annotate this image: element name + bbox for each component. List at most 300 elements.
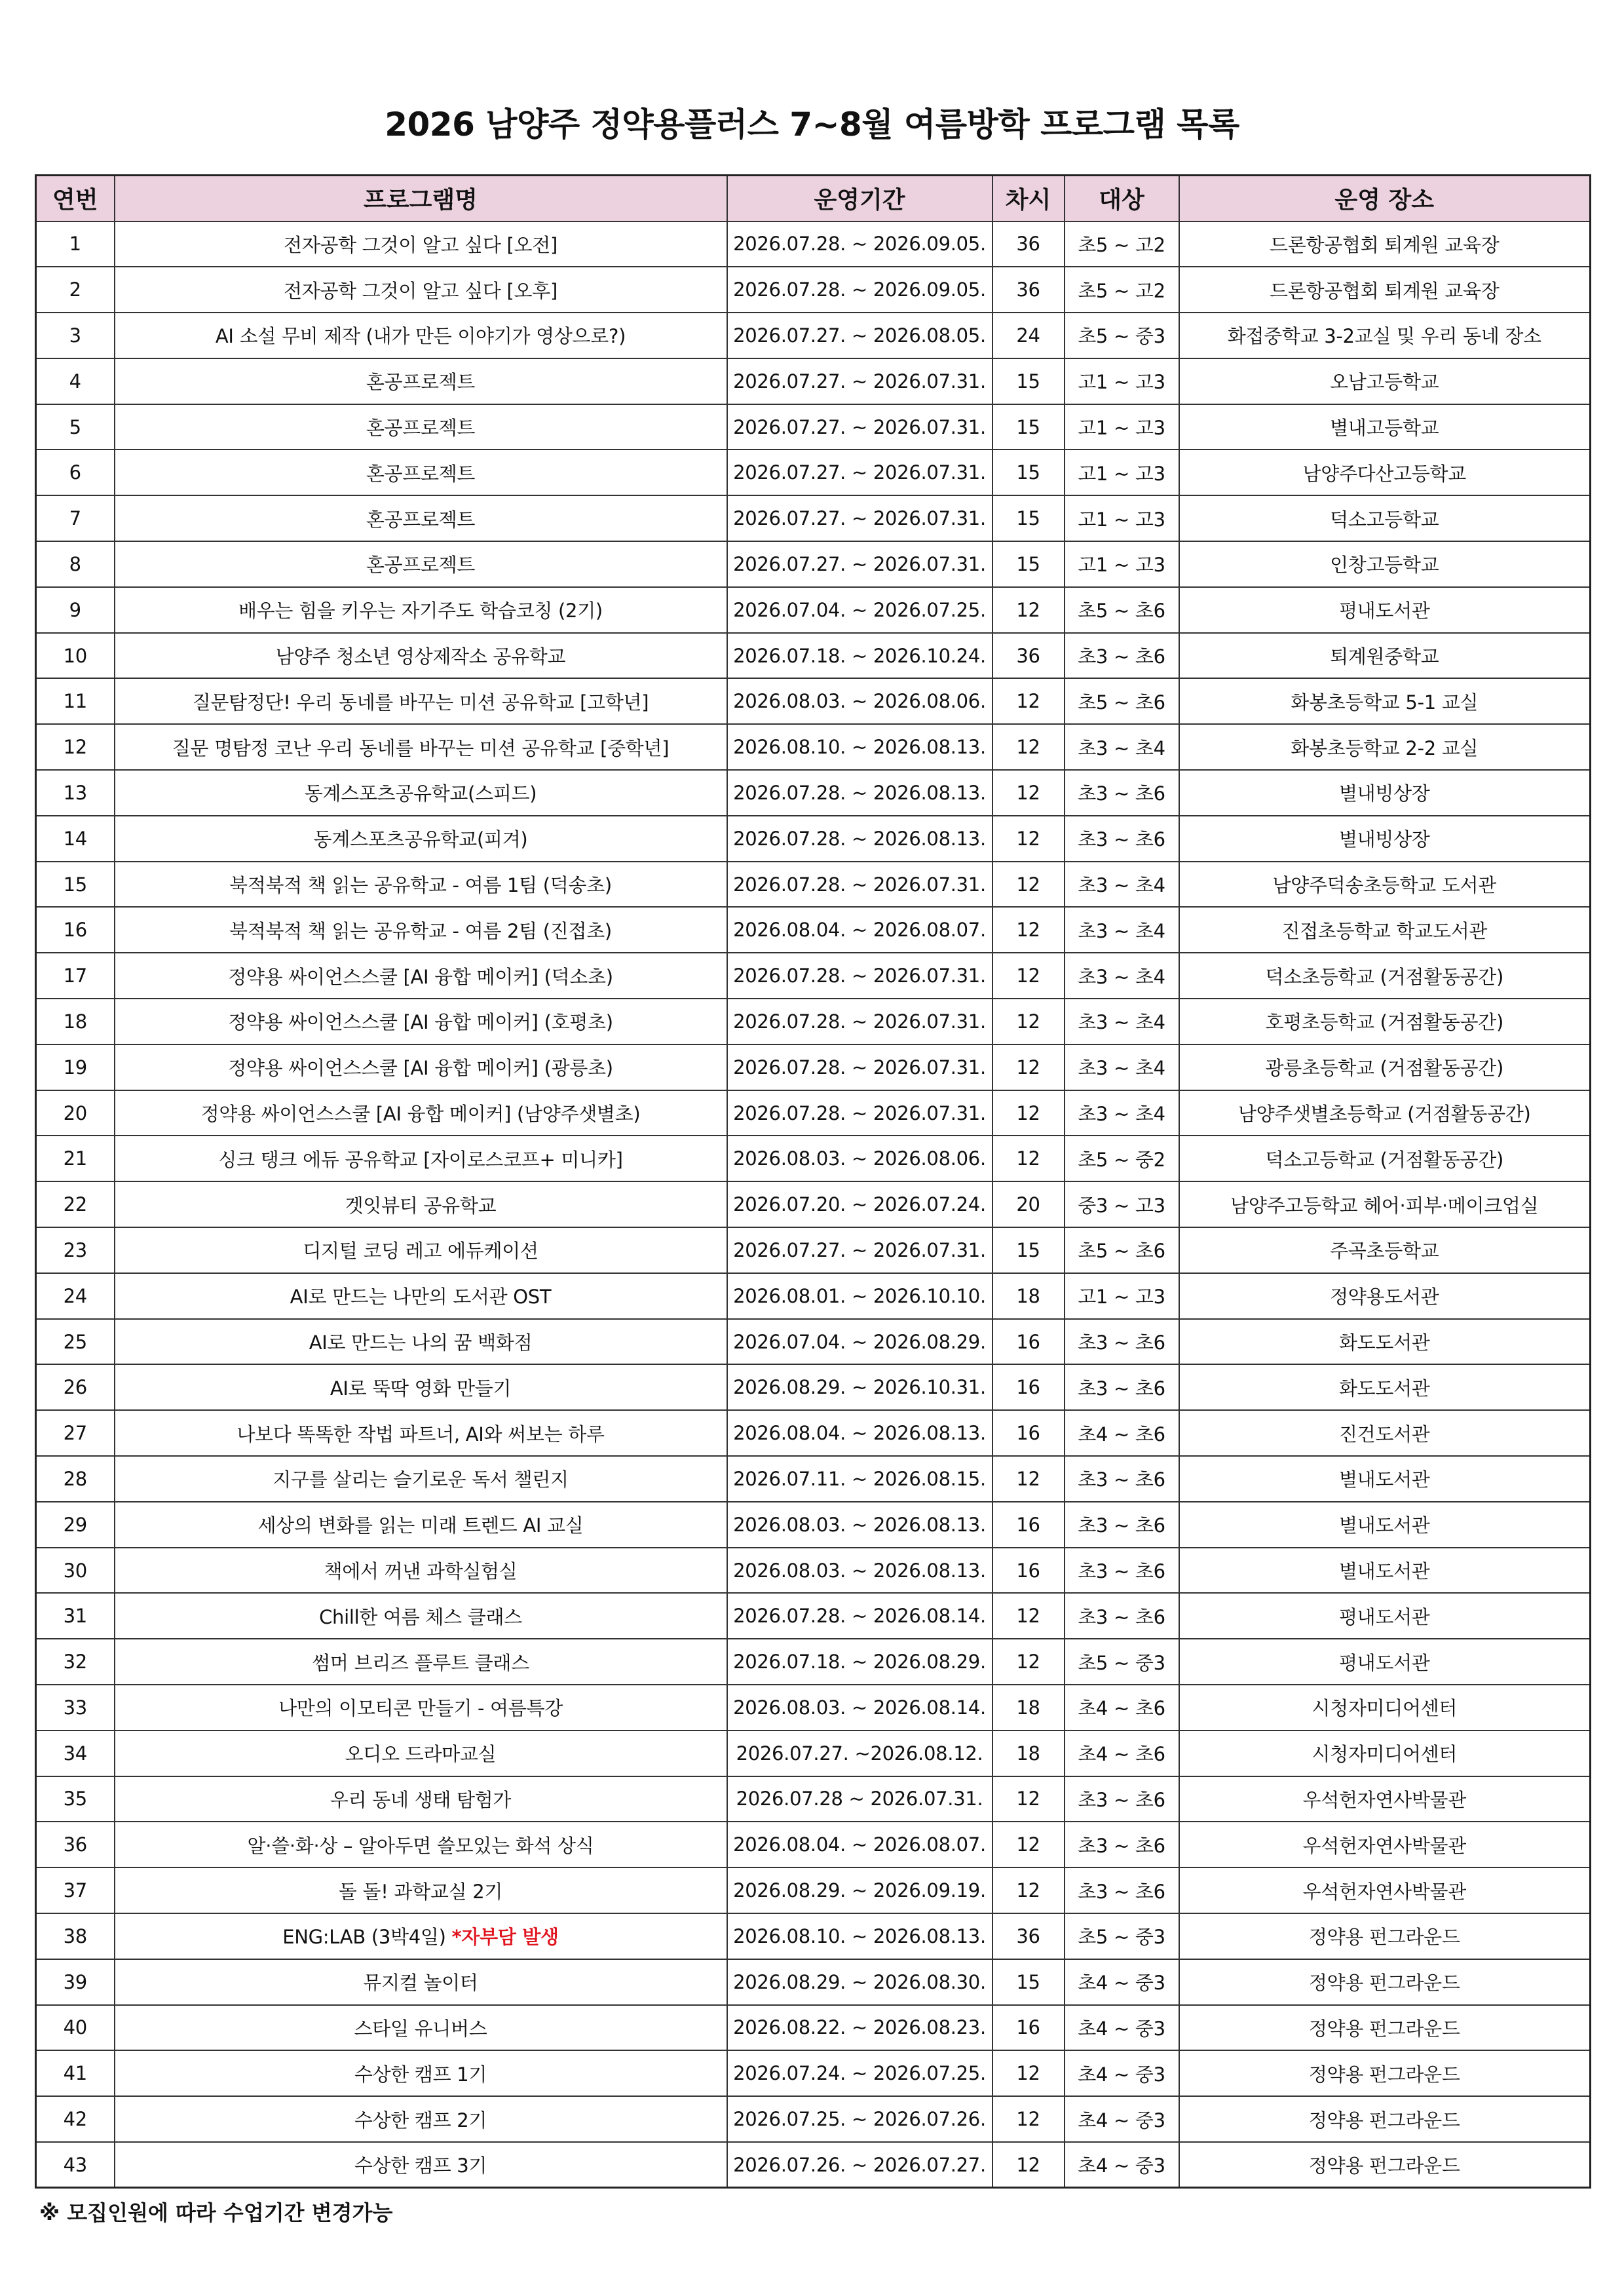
cell-period: 2026.07.20. ~ 2026.07.24. (727, 1181, 992, 1227)
cell-sessions: 15 (992, 450, 1065, 495)
cell-no: 13 (36, 770, 115, 816)
cell-venue: 별내빙상장 (1179, 770, 1591, 816)
cell-period: 2026.08.04. ~ 2026.08.13. (727, 1410, 992, 1456)
cell-venue: 화도도서관 (1179, 1364, 1591, 1410)
cell-venue: 정약용 펀그라운드 (1179, 2142, 1591, 2188)
cell-period: 2026.07.28. ~ 2026.08.13. (727, 770, 992, 816)
footnote: ※ 모집인원에 따라 수업기간 변경가능 (39, 2200, 393, 2225)
cell-period: 2026.07.28. ~ 2026.08.13. (727, 816, 992, 862)
cell-sessions: 12 (992, 770, 1065, 816)
cell-no: 40 (36, 2005, 115, 2051)
cell-venue: 정약용 펀그라운드 (1179, 1959, 1591, 2005)
cell-period: 2026.08.03. ~ 2026.08.06. (727, 1136, 992, 1181)
cell-no: 41 (36, 2050, 115, 2096)
cell-period: 2026.07.28 ~ 2026.07.31. (727, 1776, 992, 1822)
header-period: 운영기간 (727, 176, 992, 221)
cell-sessions: 12 (992, 1044, 1065, 1090)
cell-sessions: 16 (992, 1502, 1065, 1548)
cell-no: 4 (36, 358, 115, 404)
cell-venue: 덕소고등학교 (1179, 495, 1591, 541)
cell-program-name: 싱크 탱크 에듀 공유학교 [자이로스코프+ 미니카] (115, 1136, 727, 1181)
cell-period: 2026.07.27. ~ 2026.07.31. (727, 404, 992, 450)
cell-program-name: 남양주 청소년 영상제작소 공유학교 (115, 633, 727, 679)
cell-venue: 시청자미디어센터 (1179, 1685, 1591, 1731)
cell-sessions: 16 (992, 1548, 1065, 1594)
table-row (36, 2005, 1591, 2051)
cell-no: 42 (36, 2096, 115, 2142)
table-row (36, 1959, 1591, 2005)
cell-sessions: 15 (992, 1959, 1065, 2005)
cell-sessions: 18 (992, 1731, 1065, 1776)
cell-target: 초4 ~ 중3 (1065, 2005, 1179, 2051)
self-payment-note: *자부담 발생 (451, 1926, 559, 1949)
table-row (36, 1364, 1591, 1410)
cell-no: 9 (36, 587, 115, 633)
cell-sessions: 15 (992, 1227, 1065, 1273)
cell-program-name: 혼공프로젝트 (115, 404, 727, 450)
table-row (36, 816, 1591, 862)
cell-sessions: 15 (992, 495, 1065, 541)
cell-venue: 남양주고등학교 헤어·피부·메이크업실 (1179, 1181, 1591, 1227)
cell-program-name (115, 1913, 727, 1959)
cell-no: 7 (36, 495, 115, 541)
cell-target: 초4 ~ 중3 (1065, 1959, 1179, 2005)
cell-target: 초3 ~ 초6 (1065, 633, 1179, 679)
cell-target: 초5 ~ 고2 (1065, 221, 1179, 267)
cell-venue: 화도도서관 (1179, 1319, 1591, 1365)
cell-target: 초3 ~ 초6 (1065, 770, 1179, 816)
cell-target: 초3 ~ 초4 (1065, 953, 1179, 999)
cell-venue: 화봉초등학교 5-1 교실 (1179, 678, 1591, 724)
cell-period: 2026.07.28. ~ 2026.09.05. (727, 267, 992, 313)
cell-period: 2026.07.27. ~ 2026.07.31. (727, 450, 992, 495)
cell-period: 2026.07.25. ~ 2026.07.26. (727, 2096, 992, 2142)
cell-no: 3 (36, 313, 115, 358)
cell-no: 43 (36, 2142, 115, 2188)
table-row (36, 2096, 1591, 2142)
table-row (36, 1822, 1591, 1867)
header-venue: 운영 장소 (1179, 176, 1591, 221)
cell-target: 고1 ~ 고3 (1065, 404, 1179, 450)
cell-venue: 우석헌자연사박물관 (1179, 1822, 1591, 1867)
cell-no: 18 (36, 999, 115, 1044)
cell-program-name: 배우는 힘을 키우는 자기주도 학습코칭 (2기) (115, 587, 727, 633)
cell-period: 2026.07.04. ~ 2026.08.29. (727, 1319, 992, 1365)
cell-venue: 우석헌자연사박물관 (1179, 1776, 1591, 1822)
cell-period: 2026.08.03. ~ 2026.08.13. (727, 1502, 992, 1548)
cell-target: 초5 ~ 중2 (1065, 1136, 1179, 1181)
cell-no: 14 (36, 816, 115, 862)
table-row (36, 1044, 1591, 1090)
cell-period: 2026.07.18. ~ 2026.10.24. (727, 633, 992, 679)
table-row (36, 1181, 1591, 1227)
table-row (36, 1502, 1591, 1548)
table-row (36, 1319, 1591, 1365)
cell-sessions: 12 (992, 1776, 1065, 1822)
cell-period: 2026.07.26. ~ 2026.07.27. (727, 2142, 992, 2188)
cell-no: 19 (36, 1044, 115, 1090)
cell-target: 초3 ~ 초6 (1065, 1548, 1179, 1594)
cell-no: 30 (36, 1548, 115, 1594)
cell-period: 2026.07.27. ~ 2026.08.05. (727, 313, 992, 358)
cell-no: 36 (36, 1822, 115, 1867)
cell-sessions: 36 (992, 221, 1065, 267)
cell-target: 고1 ~ 고3 (1065, 541, 1179, 587)
table-row (36, 221, 1591, 267)
cell-sessions: 24 (992, 313, 1065, 358)
cell-period: 2026.07.11. ~ 2026.08.15. (727, 1456, 992, 1502)
table-row (36, 1731, 1591, 1776)
cell-target: 초3 ~ 초6 (1065, 1456, 1179, 1502)
cell-program-name: 돌 돌! 과학교실 2기 (115, 1867, 727, 1913)
cell-sessions: 12 (992, 999, 1065, 1044)
cell-venue: 드론항공협회 퇴계원 교육장 (1179, 267, 1591, 313)
cell-program-name: AI로 뚝딱 영화 만들기 (115, 1364, 727, 1410)
cell-target: 초5 ~ 초6 (1065, 1227, 1179, 1273)
cell-program-name: 나보다 똑똑한 작법 파트너, AI와 써보는 하루 (115, 1410, 727, 1456)
cell-no: 31 (36, 1593, 115, 1639)
cell-period: 2026.08.22. ~ 2026.08.23. (727, 2005, 992, 2051)
cell-sessions: 12 (992, 678, 1065, 724)
cell-venue: 덕소초등학교 (거점활동공간) (1179, 953, 1591, 999)
cell-target: 초5 ~ 고2 (1065, 267, 1179, 313)
cell-no: 15 (36, 862, 115, 908)
cell-no: 27 (36, 1410, 115, 1456)
cell-sessions: 12 (992, 2050, 1065, 2096)
table-row (36, 2142, 1591, 2188)
cell-no: 16 (36, 907, 115, 953)
cell-venue: 주곡초등학교 (1179, 1227, 1591, 1273)
cell-no: 10 (36, 633, 115, 679)
cell-period: 2026.08.29. ~ 2026.10.31. (727, 1364, 992, 1410)
cell-program-name: 정약용 싸이언스스쿨 [AI 융합 메이커] (덕소초) (115, 953, 727, 999)
cell-target: 초5 ~ 초6 (1065, 678, 1179, 724)
cell-no: 34 (36, 1731, 115, 1776)
cell-no: 20 (36, 1090, 115, 1136)
cell-program-name: 디지털 코딩 레고 에듀케이션 (115, 1227, 727, 1273)
cell-period: 2026.07.28. ~ 2026.09.05. (727, 221, 992, 267)
cell-target: 초3 ~ 초6 (1065, 1867, 1179, 1913)
table-row (36, 358, 1591, 404)
cell-sessions: 36 (992, 1913, 1065, 1959)
cell-venue: 덕소고등학교 (거점활동공간) (1179, 1136, 1591, 1181)
table-row (36, 1227, 1591, 1273)
cell-sessions: 12 (992, 724, 1065, 770)
cell-venue: 평내도서관 (1179, 1593, 1591, 1639)
cell-program-name: 동계스포츠공유학교(피겨) (115, 816, 727, 862)
cell-sessions: 12 (992, 1639, 1065, 1685)
cell-program-name: 질문 명탐정 코난 우리 동네를 바꾸는 미션 공유학교 [중학년] (115, 724, 727, 770)
cell-period: 2026.07.18. ~ 2026.08.29. (727, 1639, 992, 1685)
cell-target: 초5 ~ 중3 (1065, 1913, 1179, 1959)
cell-program-name: 혼공프로젝트 (115, 495, 727, 541)
cell-venue: 오남고등학교 (1179, 358, 1591, 404)
cell-no: 23 (36, 1227, 115, 1273)
cell-program-name: 전자공학 그것이 알고 싶다 [오후] (115, 267, 727, 313)
cell-target: 초3 ~ 초4 (1065, 999, 1179, 1044)
program-table (35, 174, 1591, 2189)
cell-sessions: 12 (992, 953, 1065, 999)
table-row (36, 495, 1591, 541)
table-header-row (36, 176, 1591, 221)
cell-target: 고1 ~ 고3 (1065, 1273, 1179, 1319)
cell-venue: 정약용 펀그라운드 (1179, 2005, 1591, 2051)
cell-period: 2026.07.27. ~ 2026.07.31. (727, 541, 992, 587)
cell-sessions: 18 (992, 1685, 1065, 1731)
cell-sessions: 16 (992, 2005, 1065, 2051)
cell-no: 35 (36, 1776, 115, 1822)
table-row (36, 1090, 1591, 1136)
cell-no: 8 (36, 541, 115, 587)
cell-target: 초3 ~ 초4 (1065, 1044, 1179, 1090)
cell-program-name: 수상한 캠프 1기 (115, 2050, 727, 2096)
cell-no: 6 (36, 450, 115, 495)
cell-period: 2026.07.27. ~ 2026.07.31. (727, 1227, 992, 1273)
cell-period: 2026.07.28. ~ 2026.07.31. (727, 1044, 992, 1090)
cell-venue: 우석헌자연사박물관 (1179, 1867, 1591, 1913)
cell-no: 17 (36, 953, 115, 999)
cell-program-name: AI로 만드는 나의 꿈 백화점 (115, 1319, 727, 1365)
cell-venue: 남양주덕송초등학교 도서관 (1179, 862, 1591, 908)
cell-program-name: 동계스포츠공유학교(스피드) (115, 770, 727, 816)
table-row (36, 1456, 1591, 1502)
cell-target: 중3 ~ 고3 (1065, 1181, 1179, 1227)
cell-period: 2026.07.27. ~ 2026.07.31. (727, 358, 992, 404)
cell-period: 2026.07.27. ~ 2026.07.31. (727, 495, 992, 541)
table-row (36, 1685, 1591, 1731)
cell-period: 2026.07.28. ~ 2026.08.14. (727, 1593, 992, 1639)
cell-period: 2026.07.28. ~ 2026.07.31. (727, 999, 992, 1044)
table-row (36, 724, 1591, 770)
cell-target: 초4 ~ 초6 (1065, 1731, 1179, 1776)
cell-program-name: 뮤지컬 놀이터 (115, 1959, 727, 2005)
cell-venue: 퇴계원중학교 (1179, 633, 1591, 679)
cell-program-name: 정약용 싸이언스스쿨 [AI 융합 메이커] (호평초) (115, 999, 727, 1044)
cell-program-name: 혼공프로젝트 (115, 358, 727, 404)
cell-program-name: 세상의 변화를 읽는 미래 트렌드 AI 교실 (115, 1502, 727, 1548)
cell-program-name: 책에서 꺼낸 과학실험실 (115, 1548, 727, 1594)
cell-sessions: 16 (992, 1364, 1065, 1410)
table-row (36, 267, 1591, 313)
cell-sessions: 15 (992, 358, 1065, 404)
cell-period: 2026.07.04. ~ 2026.07.25. (727, 587, 992, 633)
cell-sessions: 15 (992, 404, 1065, 450)
cell-period: 2026.08.01. ~ 2026.10.10. (727, 1273, 992, 1319)
cell-period: 2026.08.04. ~ 2026.08.07. (727, 907, 992, 953)
cell-program-name: AI 소설 무비 제작 (내가 만든 이야기가 영상으로?) (115, 313, 727, 358)
cell-no: 39 (36, 1959, 115, 2005)
cell-program-name: 전자공학 그것이 알고 싶다 [오전] (115, 221, 727, 267)
cell-program-name: 질문탐정단! 우리 동네를 바꾸는 미션 공유학교 [고학년] (115, 678, 727, 724)
cell-sessions: 12 (992, 1136, 1065, 1181)
cell-no: 24 (36, 1273, 115, 1319)
cell-no: 29 (36, 1502, 115, 1548)
cell-no: 12 (36, 724, 115, 770)
cell-venue: 정약용도서관 (1179, 1273, 1591, 1319)
cell-venue: 호평초등학교 (거점활동공간) (1179, 999, 1591, 1044)
cell-target: 고1 ~ 고3 (1065, 495, 1179, 541)
cell-venue: 시청자미디어센터 (1179, 1731, 1591, 1776)
cell-sessions: 18 (992, 1273, 1065, 1319)
cell-no: 38 (36, 1913, 115, 1959)
table-row (36, 1136, 1591, 1181)
cell-venue: 별내고등학교 (1179, 404, 1591, 450)
cell-sessions: 12 (992, 1593, 1065, 1639)
table-row (36, 404, 1591, 450)
cell-program-name: 혼공프로젝트 (115, 541, 727, 587)
cell-no: 11 (36, 678, 115, 724)
cell-venue: 남양주다산고등학교 (1179, 450, 1591, 495)
cell-target: 초3 ~ 초6 (1065, 1593, 1179, 1639)
cell-sessions: 16 (992, 1319, 1065, 1365)
cell-venue: 정약용 펀그라운드 (1179, 1913, 1591, 1959)
cell-venue: 진접초등학교 학교도서관 (1179, 907, 1591, 953)
cell-period: 2026.08.10. ~ 2026.08.13. (727, 724, 992, 770)
cell-program-name: 혼공프로젝트 (115, 450, 727, 495)
cell-period: 2026.07.28. ~ 2026.07.31. (727, 1090, 992, 1136)
cell-sessions: 12 (992, 816, 1065, 862)
cell-venue: 인창고등학교 (1179, 541, 1591, 587)
cell-program-name: 수상한 캠프 3기 (115, 2142, 727, 2188)
cell-venue: 남양주샛별초등학교 (거점활동공간) (1179, 1090, 1591, 1136)
cell-target: 초4 ~ 중3 (1065, 2096, 1179, 2142)
cell-no: 37 (36, 1867, 115, 1913)
cell-period: 2026.07.27. ~2026.08.12. (727, 1731, 992, 1776)
cell-target: 초5 ~ 중3 (1065, 1639, 1179, 1685)
cell-program-name: Chill한 여름 체스 클래스 (115, 1593, 727, 1639)
cell-program-name: 나만의 이모티콘 만들기 - 여름특강 (115, 1685, 727, 1731)
table-row (36, 1776, 1591, 1822)
cell-no: 1 (36, 221, 115, 267)
cell-program-name: 정약용 싸이언스스쿨 [AI 융합 메이커] (남양주샛별초) (115, 1090, 727, 1136)
table-row (36, 587, 1591, 633)
cell-no: 28 (36, 1456, 115, 1502)
cell-no: 5 (36, 404, 115, 450)
cell-venue: 화봉초등학교 2-2 교실 (1179, 724, 1591, 770)
cell-venue: 별내빙상장 (1179, 816, 1591, 862)
cell-target: 초3 ~ 초6 (1065, 816, 1179, 862)
cell-venue: 정약용 펀그라운드 (1179, 2050, 1591, 2096)
cell-program-name: 수상한 캠프 2기 (115, 2096, 727, 2142)
cell-program-name: 썸머 브리즈 플루트 클래스 (115, 1639, 727, 1685)
cell-program-name: 알·쓸·화·상 – 알아두면 쓸모있는 화석 상식 (115, 1822, 727, 1867)
table-row (36, 450, 1591, 495)
table-row (36, 907, 1591, 953)
cell-venue: 별내도서관 (1179, 1456, 1591, 1502)
cell-program-name: 스타일 유니버스 (115, 2005, 727, 2051)
cell-target: 초5 ~ 초6 (1065, 587, 1179, 633)
cell-period: 2026.07.28. ~ 2026.07.31. (727, 862, 992, 908)
table-row (36, 1273, 1591, 1319)
cell-target: 초3 ~ 초4 (1065, 1090, 1179, 1136)
table-row (36, 953, 1591, 999)
cell-no: 21 (36, 1136, 115, 1181)
cell-period: 2026.07.28. ~ 2026.07.31. (727, 953, 992, 999)
table-row (36, 1548, 1591, 1594)
cell-program-name: AI로 만드는 나만의 도서관 OST (115, 1273, 727, 1319)
page-title: 2026 남양주 정약용플러스 7~8월 여름방학 프로그램 목록 (385, 105, 1239, 144)
cell-sessions: 36 (992, 633, 1065, 679)
table-row (36, 1410, 1591, 1456)
cell-venue: 평내도서관 (1179, 1639, 1591, 1685)
cell-program-name: 정약용 싸이언스스쿨 [AI 융합 메이커] (광릉초) (115, 1044, 727, 1090)
table-row (36, 1913, 1591, 1959)
cell-sessions: 36 (992, 267, 1065, 313)
cell-no: 2 (36, 267, 115, 313)
cell-target: 초4 ~ 초6 (1065, 1685, 1179, 1731)
cell-period: 2026.08.10. ~ 2026.08.13. (727, 1913, 992, 1959)
table-row (36, 678, 1591, 724)
cell-venue: 화접중학교 3-2교실 및 우리 동네 장소 (1179, 313, 1591, 358)
table-row (36, 2050, 1591, 2096)
cell-period: 2026.08.04. ~ 2026.08.07. (727, 1822, 992, 1867)
cell-target: 초3 ~ 초6 (1065, 1319, 1179, 1365)
cell-period: 2026.08.03. ~ 2026.08.06. (727, 678, 992, 724)
cell-no: 33 (36, 1685, 115, 1731)
cell-sessions: 12 (992, 1456, 1065, 1502)
cell-program-name: 북적북적 책 읽는 공유학교 - 여름 2팀 (진접초) (115, 907, 727, 953)
cell-program-name: 북적북적 책 읽는 공유학교 - 여름 1팀 (덕송초) (115, 862, 727, 908)
cell-no: 32 (36, 1639, 115, 1685)
cell-period: 2026.08.29. ~ 2026.08.30. (727, 1959, 992, 2005)
cell-target: 초4 ~ 초6 (1065, 1410, 1179, 1456)
header-target: 대상 (1065, 176, 1179, 221)
cell-period: 2026.08.03. ~ 2026.08.14. (727, 1685, 992, 1731)
cell-target: 초4 ~ 중3 (1065, 2050, 1179, 2096)
cell-sessions: 16 (992, 1410, 1065, 1456)
cell-target: 고1 ~ 고3 (1065, 358, 1179, 404)
table-row (36, 862, 1591, 908)
cell-sessions: 20 (992, 1181, 1065, 1227)
cell-program-name: 지구를 살리는 슬기로운 독서 챌린지 (115, 1456, 727, 1502)
cell-target: 초4 ~ 중3 (1065, 2142, 1179, 2188)
cell-target: 초3 ~ 초4 (1065, 907, 1179, 953)
cell-venue: 평내도서관 (1179, 587, 1591, 633)
cell-sessions: 12 (992, 907, 1065, 953)
cell-target: 고1 ~ 고3 (1065, 450, 1179, 495)
cell-sessions: 15 (992, 541, 1065, 587)
cell-venue: 드론항공협회 퇴계원 교육장 (1179, 221, 1591, 267)
header-sessions: 차시 (992, 176, 1065, 221)
cell-sessions: 12 (992, 1090, 1065, 1136)
cell-sessions: 12 (992, 2142, 1065, 2188)
table-row (36, 1639, 1591, 1685)
cell-period: 2026.08.03. ~ 2026.08.13. (727, 1548, 992, 1594)
cell-sessions: 12 (992, 1822, 1065, 1867)
cell-sessions: 12 (992, 862, 1065, 908)
table-row (36, 541, 1591, 587)
cell-venue: 광릉초등학교 (거점활동공간) (1179, 1044, 1591, 1090)
cell-sessions: 12 (992, 587, 1065, 633)
cell-no: 25 (36, 1319, 115, 1365)
cell-target: 초3 ~ 초4 (1065, 724, 1179, 770)
table-row (36, 770, 1591, 816)
header-program-name: 프로그램명 (115, 176, 727, 221)
cell-no: 26 (36, 1364, 115, 1410)
cell-venue: 정약용 펀그라운드 (1179, 2096, 1591, 2142)
cell-period: 2026.08.29. ~ 2026.09.19. (727, 1867, 992, 1913)
table-row (36, 1593, 1591, 1639)
cell-program-name: 우리 동네 생태 탐험가 (115, 1776, 727, 1822)
table-row (36, 313, 1591, 358)
cell-target: 초3 ~ 초6 (1065, 1364, 1179, 1410)
table-row (36, 1867, 1591, 1913)
cell-target: 초3 ~ 초4 (1065, 862, 1179, 908)
header-no: 연번 (36, 176, 115, 221)
table-row (36, 633, 1591, 679)
cell-venue: 별내도서관 (1179, 1502, 1591, 1548)
cell-sessions: 12 (992, 1867, 1065, 1913)
